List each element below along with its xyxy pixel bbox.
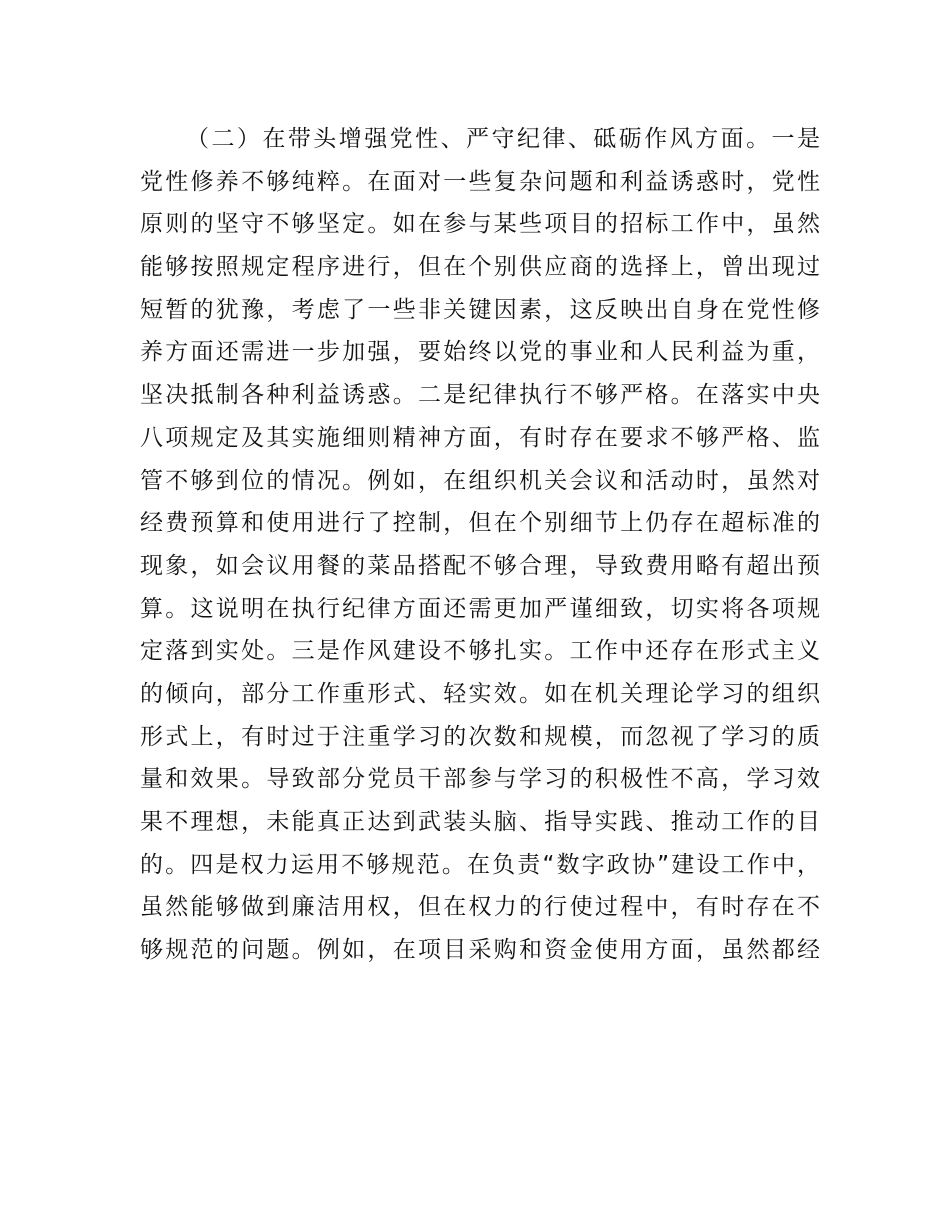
text-line: 管不够到位的情况。例如，在组织机关会议和活动时，虽然对 xyxy=(140,467,820,494)
text-line: 养方面还需进一步加强，要始终以党的事业和人民利益为重， xyxy=(140,339,820,366)
text-line: 经费预算和使用进行了控制，但在个别细节上仍存在超标准的 xyxy=(140,510,820,537)
text-line: 够规范的问题。例如，在项目采购和资金使用方面，虽然都经 xyxy=(140,937,820,964)
text-line: 虽然能够做到廉洁用权，但在权力的行使过程中，有时存在不 xyxy=(140,894,820,921)
text-line: 的倾向，部分工作重形式、轻实效。如在机关理论学习的组织 xyxy=(140,680,820,707)
text-line: 量和效果。导致部分党员干部参与学习的积极性不高，学习效 xyxy=(140,766,820,793)
text-line: 算。这说明在执行纪律方面还需更加严谨细致，切实将各项规 xyxy=(140,595,820,622)
text-line: 现象，如会议用餐的菜品搭配不够合理，导致费用略有超出预 xyxy=(140,552,820,579)
text-line: 的。四是权力运用不够规范。在负责“数字政协”建设工作中， xyxy=(140,851,820,878)
text-line: 果不理想，未能真正达到武装头脑、指导实践、推动工作的目 xyxy=(140,809,820,835)
text-line: 坚决抵制各种利益诱惑。二是纪律执行不够严格。在落实中央 xyxy=(140,382,820,409)
text-line: （二）在带头增强党性、严守纪律、砥砺作风方面。一是 xyxy=(186,126,820,152)
body-paragraph xyxy=(140,118,820,972)
text-line: 八项规定及其实施细则精神方面，有时存在要求不够严格、监 xyxy=(140,424,820,451)
text-line: 能够按照规定程序进行，但在个别供应商的选择上，曾出现过 xyxy=(140,254,820,281)
text-line: 党性修养不够纯粹。在面对一些复杂问题和利益诱惑时，党性 xyxy=(140,168,820,195)
text-line: 形式上，有时过于注重学习的次数和规模，而忽视了学习的质 xyxy=(140,723,820,750)
text-line: 原则的坚守不够坚定。如在参与某些项目的招标工作中，虽然 xyxy=(140,211,820,238)
text-line: 短暂的犹豫，考虑了一些非关键因素，这反映出自身在党性修 xyxy=(140,296,820,323)
text-line: 定落到实处。三是作风建设不够扎实。工作中还存在形式主义 xyxy=(140,638,820,665)
